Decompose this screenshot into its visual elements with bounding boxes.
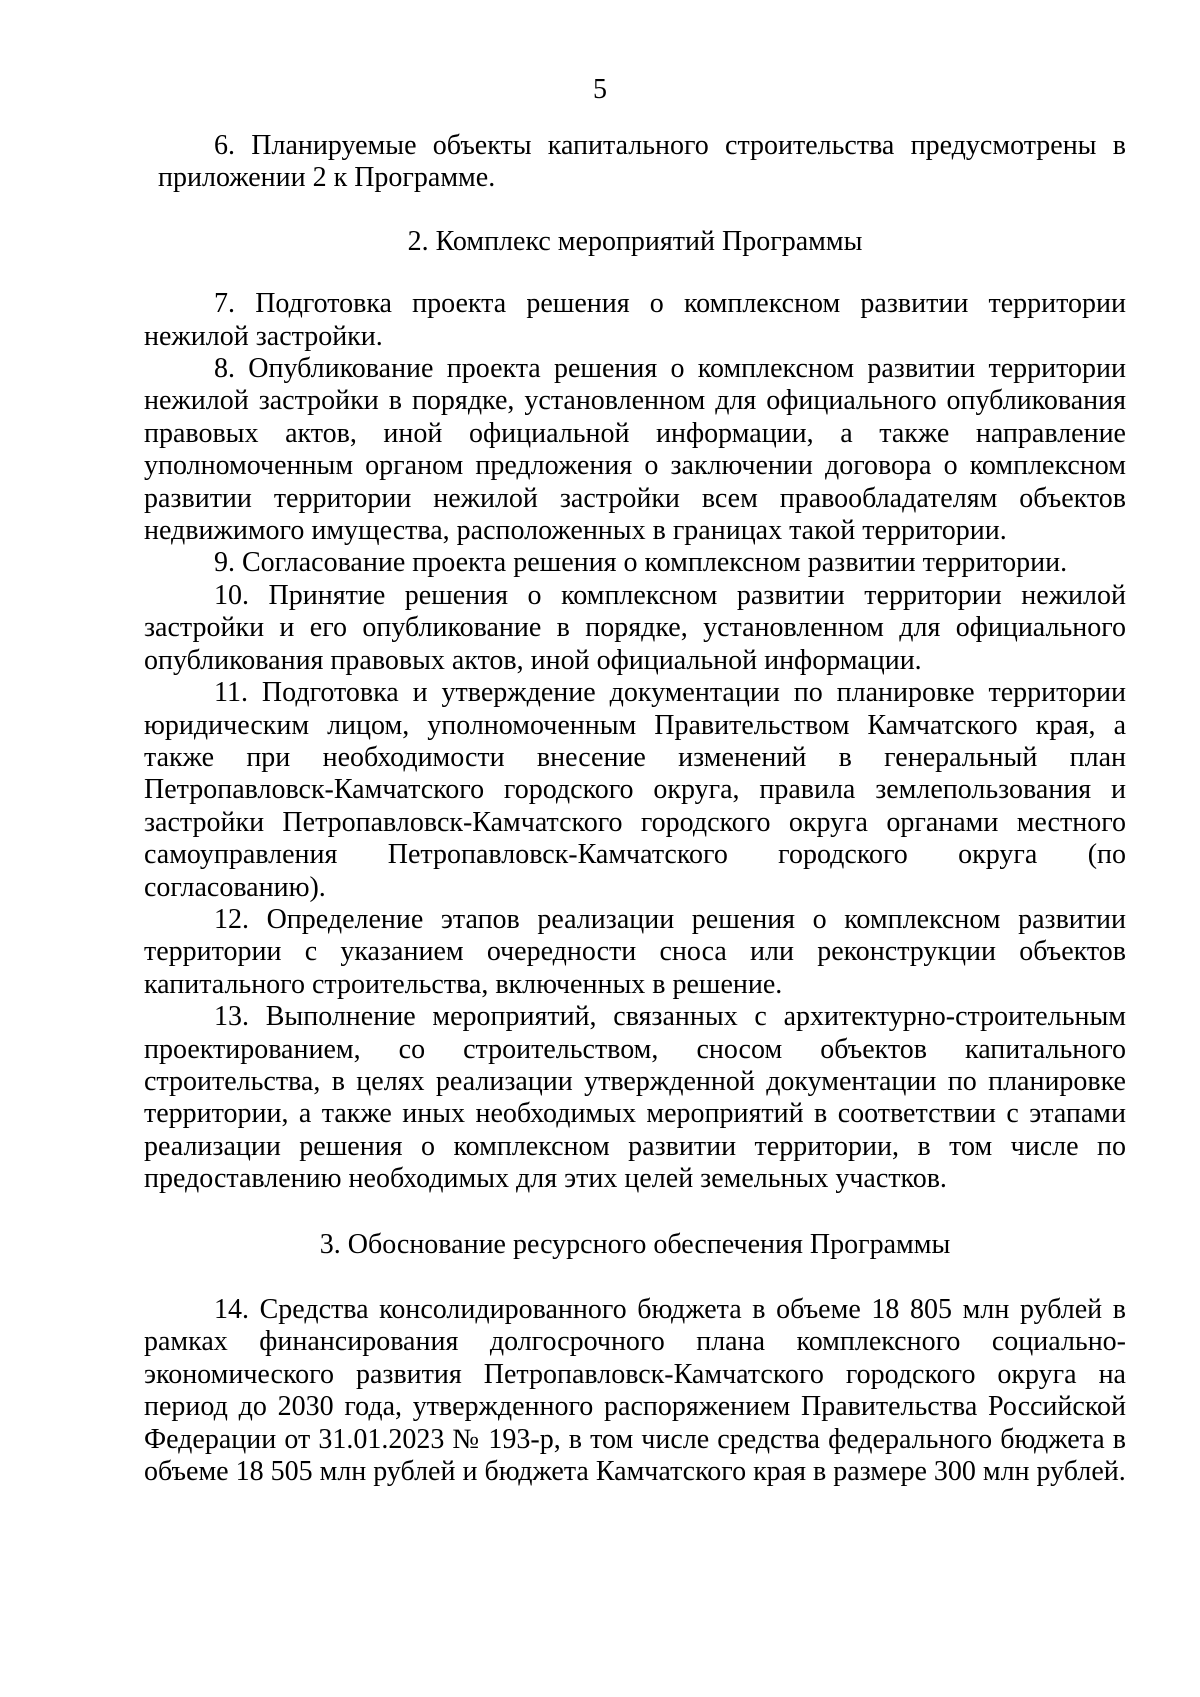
paragraph-11: 11. Подготовка и утверждение документации по планировке территории юридическим лицом, уполномоченным Правительством Камчатского края, а также при необходимости внесение изменений в генеральный план Петропавловск-Камчатского городского округа, правила землепользования и застройки Петропавловск-Камчатского городского округа органами местного самоуправления Петропавловск-Камчатского городского округа (по согласованию). — [144, 677, 1126, 903]
section-heading-2: 2. Комплекс мероприятий Программы — [407, 225, 863, 257]
paragraph-8: 8. Опубликование проекта решения о комплексном развитии территории нежилой застройки в порядке, установленном для официального опубликования правовых актов, иной официальной информации, а также направление уполномоченным органом предложения о заключении договора о комплексном развитии территории нежилой застройки всем правообладателям объектов недвижимого имущества, расположенных в границах такой территории. — [144, 353, 1126, 547]
paragraph-12: 12. Определение этапов реализации решения о комплексном развитии территории с указанием очередности сноса или реконструкции объектов капитального строительства, включенных в решение. — [144, 903, 1126, 1000]
paragraph-10: 10. Принятие решения о комплексном развитии территории нежилой застройки и его опубликование в порядке, установленном для официального опубликования правовых актов, иной официальной информации. — [144, 579, 1126, 676]
page-number: 5 — [593, 74, 607, 105]
paragraph-7: 7. Подготовка проекта решения о комплексном развитии территории нежилой застройки. — [144, 288, 1126, 352]
paragraph-13: 13. Выполнение мероприятий, связанных с архитектурно-строительным проектированием, со строительством, сносом объектов капитального строительства, в целях реализации утвержденной документации по планировке территории, а также иных необходимых мероприятий в соответствии с этапами реализации решения о комплексном развитии территории, в том числе по предоставлению необходимых для этих целей земельных участков. — [144, 1001, 1126, 1195]
paragraph-6: 6. Планируемые объекты капитального строительства предусмотрены в приложении 2 к Программе. — [158, 130, 1126, 194]
paragraph-14: 14. Средства консолидированного бюджета в объеме 18 805 млн рублей в рамках финансирования долгосрочного плана комплексного социально-экономического развития Петропавловск-Камчатского городского округа на период до 2030 года, утвержденного распоряжением Правительства Российской Федерации от 31.01.2023 № 193-р, в том числе средства федерального бюджета в объеме 18 505 млн рублей и бюджета Камчатского края в размере 300 млн рублей. — [144, 1294, 1126, 1488]
paragraph-9: 9. Согласование проекта решения о комплексном развитии территории. — [214, 547, 1068, 579]
section-heading-3: 3. Обоснование ресурсного обеспечения Программы — [319, 1228, 951, 1260]
document-body — [144, 130, 1126, 1488]
